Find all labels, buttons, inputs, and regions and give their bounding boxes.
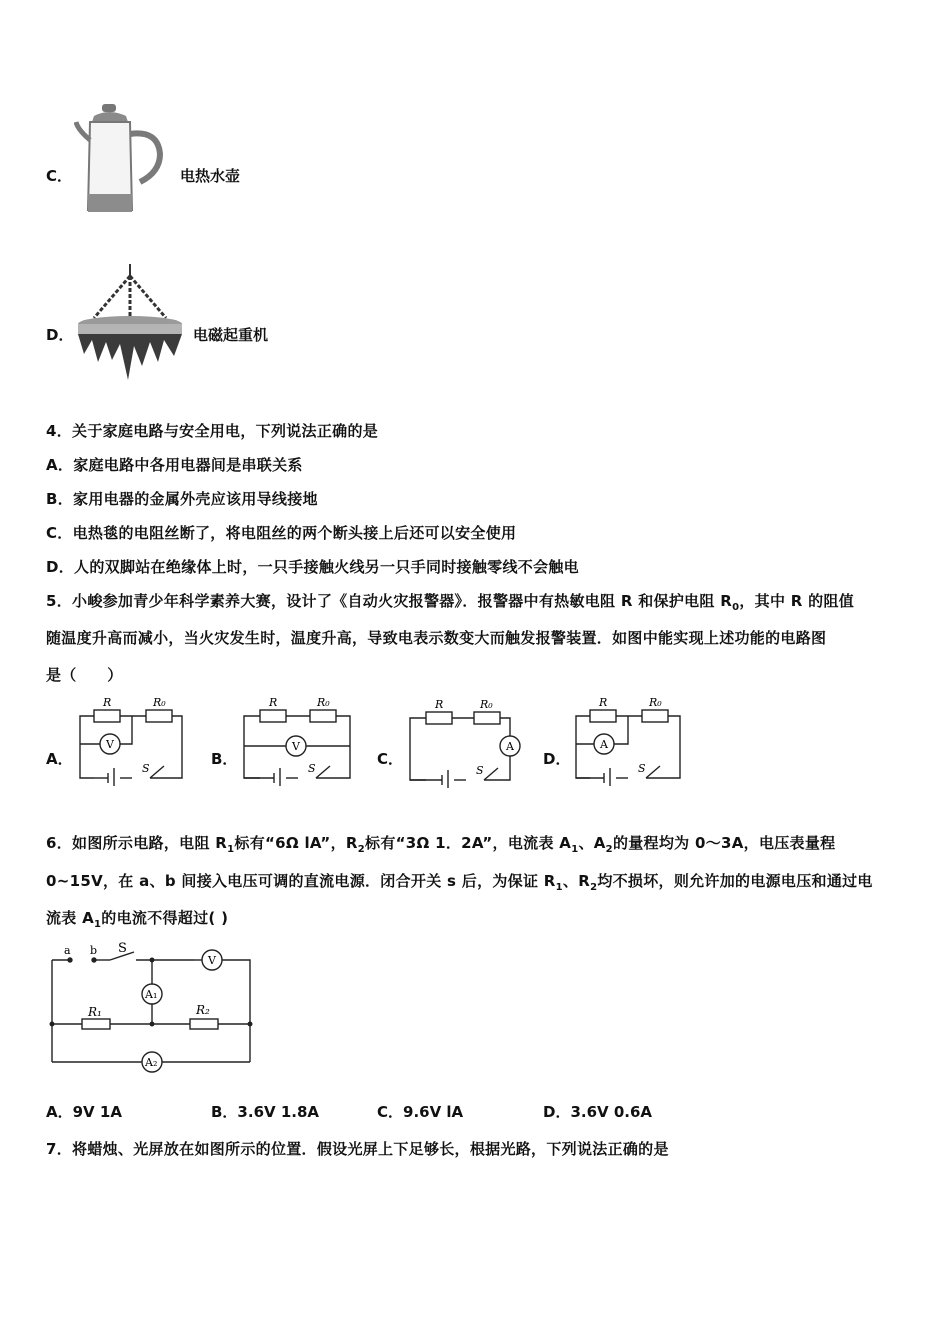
q6-label-a1: A₁	[145, 988, 158, 1001]
q5c-label-s: S	[476, 764, 484, 777]
q5-option-d-letter: D．	[543, 750, 571, 768]
q5c-label-r0: R₀	[480, 698, 493, 711]
q5c-label-a: A	[506, 740, 514, 753]
q5-circuit-a	[76, 694, 186, 790]
q6-option-b: B．3.6V 1.8A	[211, 1103, 320, 1121]
q6-l1-s4: 2	[605, 844, 613, 855]
q6-l1-s1: 1	[227, 844, 235, 855]
q4-option-b: B．家用电器的金属外壳应该用导线接地	[46, 490, 318, 508]
q5-line1-part2: ，其中 R 的阻值	[739, 592, 855, 610]
q4-option-a: A．家庭电路中各用电器间是串联关系	[46, 456, 303, 474]
q5-option-a-letter: A．	[46, 750, 73, 768]
q6-label-a2: A₂	[145, 1056, 158, 1069]
q6-l2-p3: 均不损坏，则允许加的电源电压和通过电	[597, 872, 873, 890]
q6-option-c: C．9.6V lA	[377, 1103, 464, 1121]
q7-stem: 7．将蜡烛、光屏放在如图所示的位置．假设光屏上下足够长，根据光路，下列说法正确的是	[46, 1140, 669, 1158]
q4-option-d: D．人的双脚站在绝缘体上时，一只手接触火线另一只手同时接触零线不会触电	[46, 558, 579, 576]
q6-stem-line1	[46, 832, 835, 855]
q5a-label-s: S	[142, 762, 150, 775]
q5-circuit-c	[406, 696, 528, 792]
q6-l3-s1: 1	[94, 919, 102, 930]
q6-label-s: S	[118, 941, 127, 956]
q6-l1-p2: 标有“6Ω lA”，R	[234, 834, 358, 852]
q6-stem-line2	[46, 870, 873, 893]
q5a-label-v: V	[106, 738, 114, 751]
q5-circuit-b	[240, 694, 354, 790]
q5d-label-a: A	[600, 738, 608, 751]
q5a-label-r0: R₀	[153, 696, 166, 709]
q6-option-d: D．3.6V 0.6A	[543, 1103, 653, 1121]
q5b-label-r0: R₀	[317, 696, 330, 709]
option-d-caption: 电磁起重机	[193, 326, 269, 344]
q6-l1-p3: 标有“3Ω 1．2A”，电流表 A	[365, 834, 572, 852]
q5-stem-line2: 随温度升高而减小，当火灾发生时，温度升高，导致电表示数变大而触发报警装置．如图中能实现上述功能的电路图	[46, 629, 827, 647]
option-d-letter: D．	[46, 326, 74, 344]
q6-stem-line3	[46, 907, 228, 930]
q5a-label-r: R	[103, 696, 112, 709]
electric-kettle-image	[74, 100, 174, 225]
q5d-label-s: S	[638, 762, 646, 775]
q5c-label-r: R	[435, 698, 444, 711]
q5-circuit-d	[572, 694, 684, 790]
q5d-label-r0: R₀	[649, 696, 662, 709]
q6-l1-p4: 、A	[578, 834, 606, 852]
q5-line1-sub: 0	[732, 602, 740, 613]
q5b-label-r: R	[269, 696, 278, 709]
q6-l2-p1: 0~15V，在 a、b 间接入电压可调的直流电源．闭合开关 s 后，为保证 R	[46, 872, 556, 890]
q6-l1-p5: 的量程均为 0～3A，电压表量程	[612, 834, 836, 852]
q6-circuit-diagram	[44, 940, 258, 1080]
q6-l3-p2: 的电流不得超过( )	[101, 909, 229, 927]
q5-stem-line1	[46, 590, 854, 613]
option-c-letter: C．	[46, 167, 73, 185]
q6-l2-s2: 2	[590, 882, 598, 893]
q5-option-b-letter: B．	[211, 750, 238, 768]
q6-label-a: a	[64, 944, 71, 957]
q5-line1-part1: 5．小峻参加青少年科学素养大赛，设计了《自动火灾报警器》．报警器中有热敏电阻 R 和保护电阻 R	[46, 592, 733, 610]
q6-label-v: V	[208, 954, 216, 967]
q6-l2-p2: 、R	[562, 872, 591, 890]
q6-l1-p1: 6．如图所示电路，电阻 R	[46, 834, 228, 852]
q6-l2-s1: 1	[555, 882, 563, 893]
q6-option-a: A．9V 1A	[46, 1103, 122, 1121]
q4-stem: 4．关于家庭电路与安全用电，下列说法正确的是	[46, 422, 379, 440]
q6-l1-s2: 2	[357, 844, 366, 855]
q6-l3-p1: 流表 A	[46, 909, 95, 927]
q4-option-c: C．电热毯的电阻丝断了，将电阻丝的两个断头接上后还可以安全使用	[46, 524, 517, 542]
electromagnetic-crane-image	[72, 262, 188, 390]
q5-stem-line3: 是（ ）	[46, 666, 123, 684]
q5b-label-v: V	[292, 740, 300, 753]
q6-label-r2: R₂	[196, 1003, 210, 1017]
q6-label-r1: R₁	[88, 1005, 102, 1019]
q5-option-c-letter: C．	[377, 750, 404, 768]
q6-l1-s3: 1	[571, 844, 579, 855]
q5b-label-s: S	[308, 762, 316, 775]
option-c-caption: 电热水壶	[180, 167, 241, 185]
q5d-label-r: R	[599, 696, 608, 709]
q6-label-b: b	[90, 944, 98, 957]
